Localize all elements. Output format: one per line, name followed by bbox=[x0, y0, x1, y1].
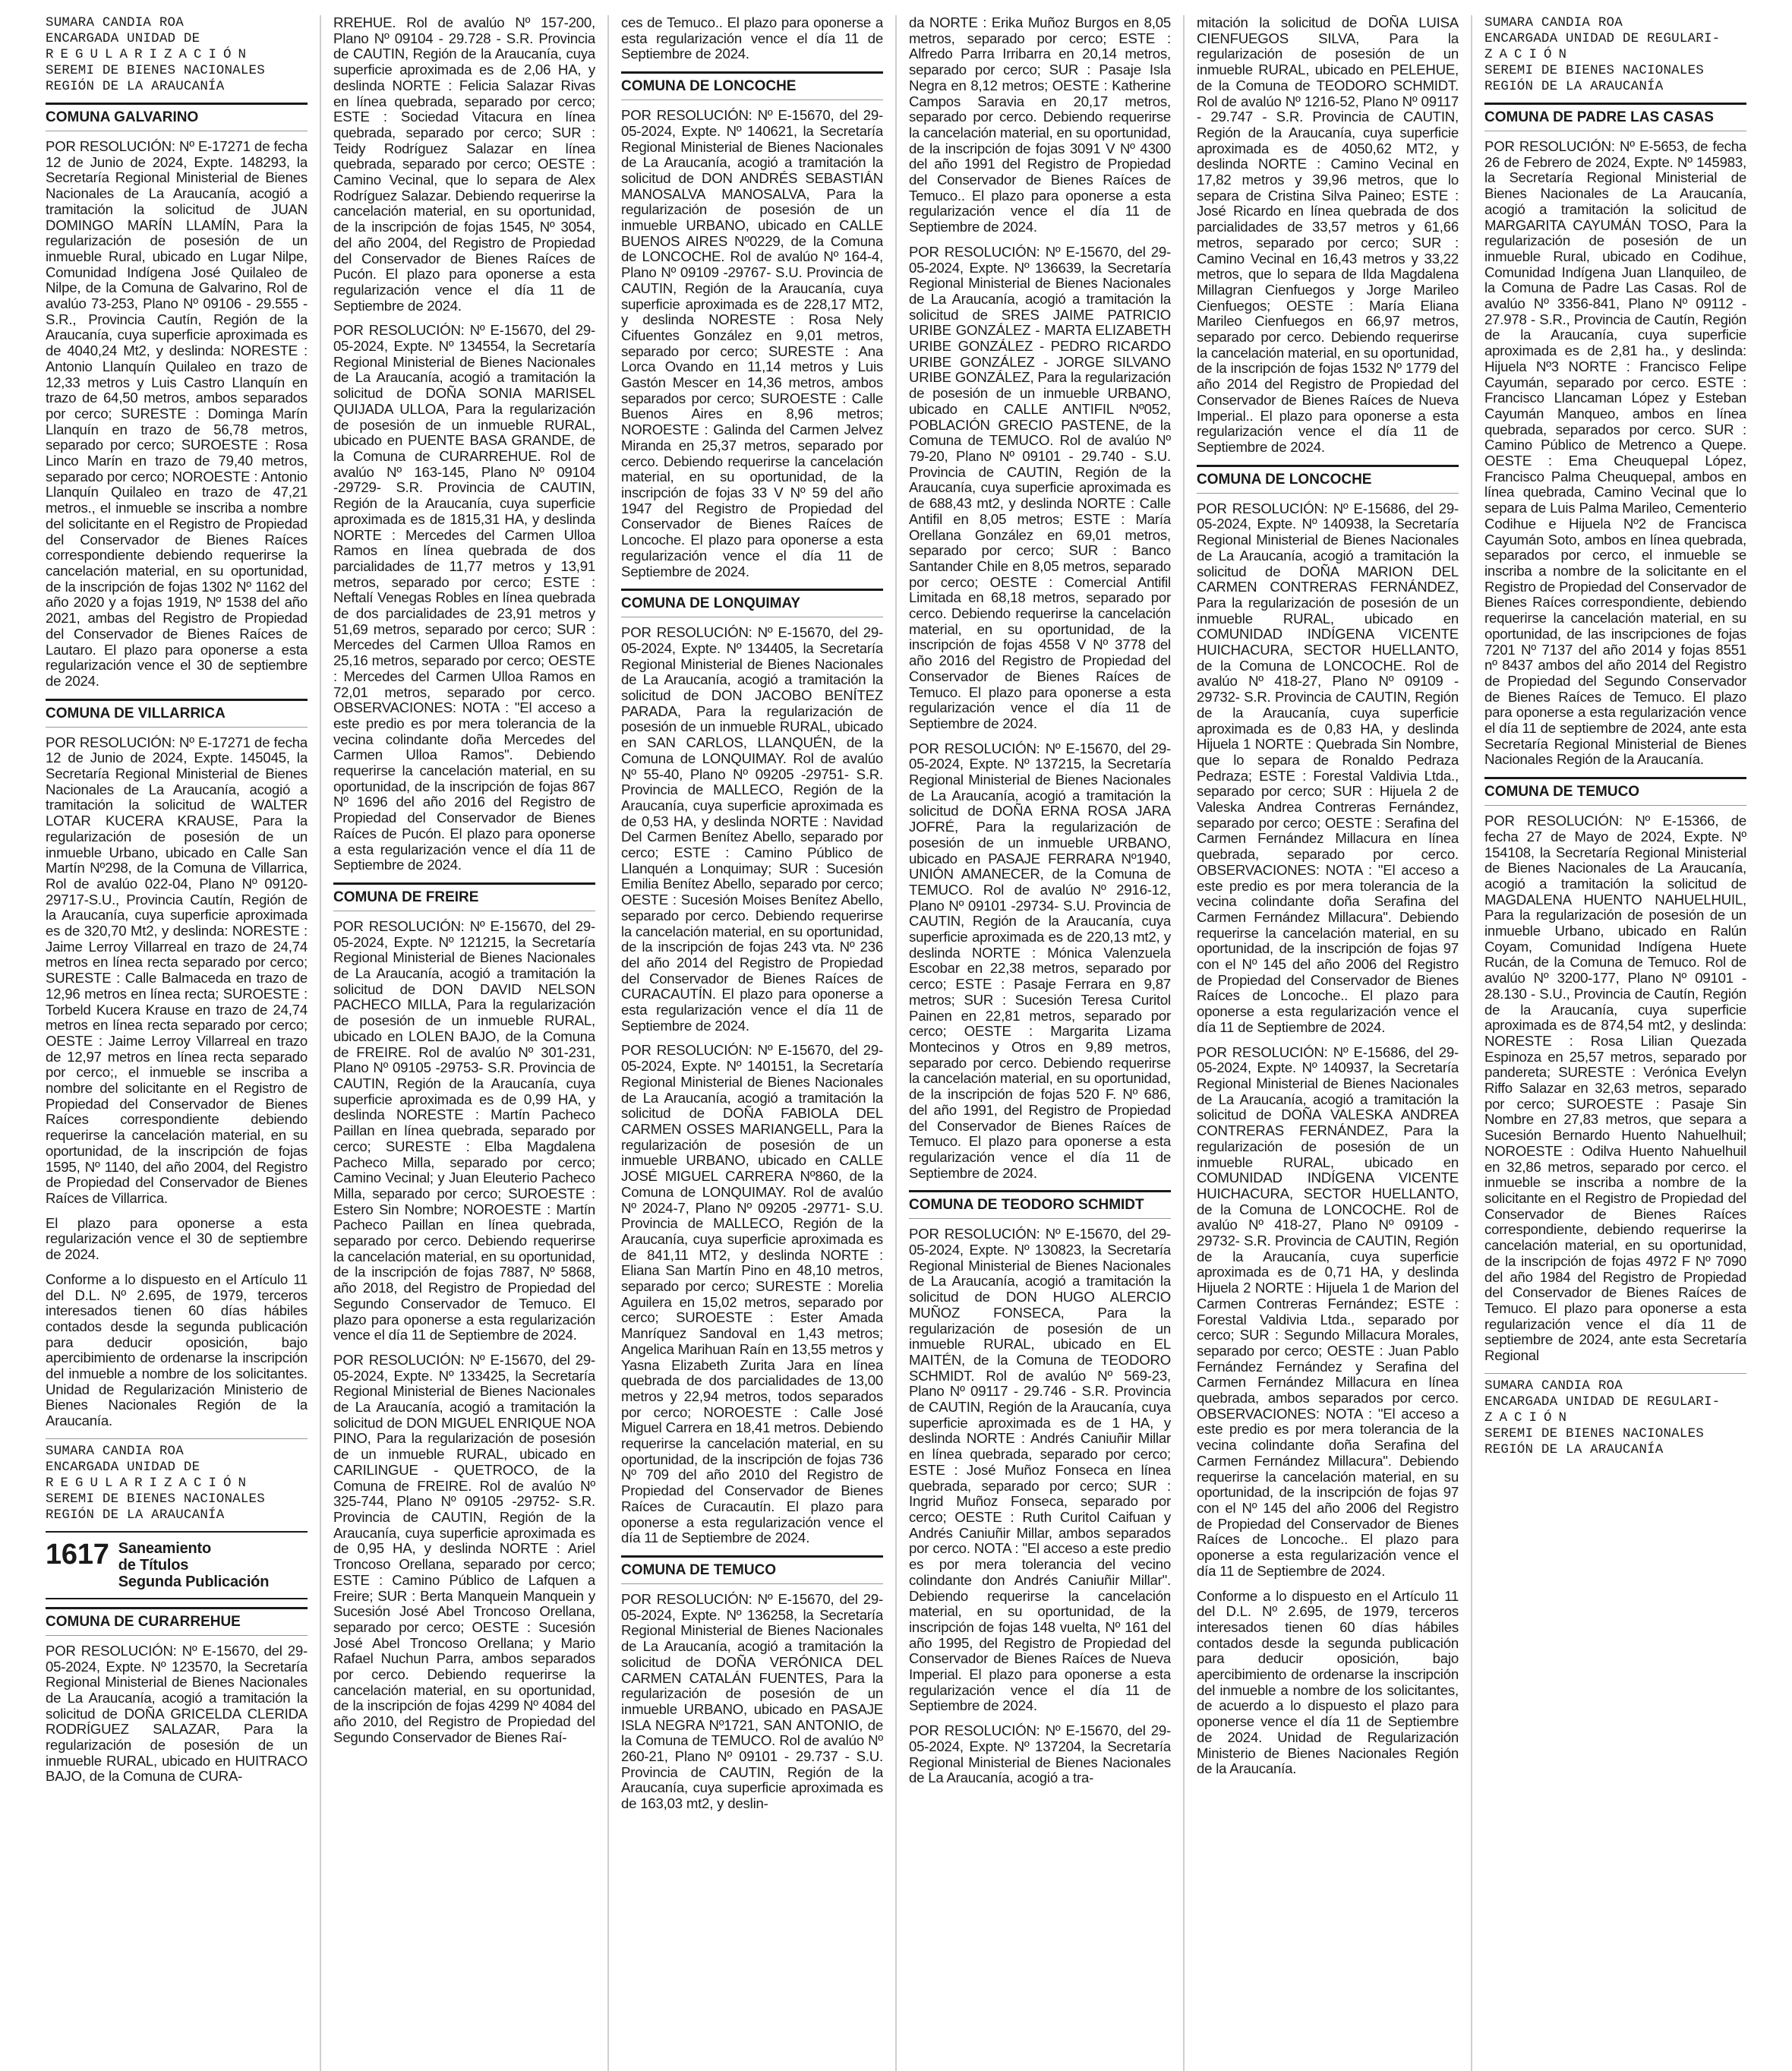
notice-paragraph: POR RESOLUCIÓN: Nº E-15670, del 29-05-2024, Expte. Nº 137215, la Secretaría Regional Ministerial de Bienes Nacionales de La Araucanía, acogió a tramitación la solicitud de DOÑA ERNA ROSA JARA JOFRÉ, Para la regularización de posesión de un inmueble URBANO, ubicado en PASAJE FERRARA Nº1940, UNIÓN AMANECER, de la Comuna de TEMUCO. Rol de avalúo Nº 2916-12, Plano Nº 09101 -29734- S.U. Provincia de CAUTIN, Región de la Araucanía, cuya superficie aproximada es de 220,13 mt2, y deslinda NORTE : Mónica Valenzuela Escobar en 22,38 metros, separado por cerco; ESTE : Pasaje Ferrara en 9,87 metros; SUR : Sucesión Teresa Curitol Painen en 22,81 metros, separado por cerco; OESTE : Margarita Lizama Montecinos y Otros en 9,89 metros, separado por cerco. Debiendo requerirse la cancelación material, en su oportunidad, de la inscripción de fojas 520 F. Nº 686, del año 1991, del Registro de Propiedad del Conservador de Bienes Raíces de Temuco. El plazo para oponerse a esta regularización vence el día 11 de Septiembre de 2024. bbox=[909, 740, 1171, 1181]
signature-line: SUMARA CANDIA ROA bbox=[46, 15, 184, 30]
signature-block bbox=[1484, 15, 1746, 95]
notice-paragraph: POR RESOLUCIÓN: Nº E-15670, del 29-05-2024, Expte. Nº 134554, la Secretaría Regional Ministerial de Bienes Nacionales de La Araucanía, acogió a tramitación la solicitud de DOÑA SONIA MARISEL QUIJADA ULLOA, Para la regularización de posesión de un inmueble RURAL, ubicado en PUENTE BASA GRANDE, de la Comuna de CURARREHUE. Rol de avalúo Nº 163-145, Plano Nº 09104 -29729- S.R. Provincia de CAUTIN, Región de la Araucanía, cuya superficie aproximada es de 1815,31 HA, y deslinda NORTE : Mercedes del Carmen Ulloa Ramos en línea quebrada de dos parcialidades de 11,77 metros y 13,91 metros, separado por cerco; ESTE : Neftalí Venegas Robles en línea quebrada de dos parcialidades de 23,91 metros y 51,69 metros, separado por cerco; SUR : Mercedes del Carmen Ulloa Ramos en 25,16 metros, separado por cerco; OESTE : Mercedes del Carmen Ulloa Ramos en 72,01 metros, separado por cerco. OBSERVACIONES: NOTA : "El acceso a este predio es por mera tolerancia de la vecina colindante doña Mercedes del Carmen Ulloa Ramos". Debiendo requerirse la cancelación material, en su oportunidad, de la inscripción de fojas 867 Nº 1696 del año 2016 del Registro de Propiedad del Conservador de Bienes Raíces de Pucón. El plazo para oponerse a esta regularización vence el día 11 de Septiembre de 2024. bbox=[333, 322, 595, 873]
notice-paragraph: POR RESOLUCIÓN: Nº E-15670, del 29-05-2024, Expte. Nº 134405, la Secretaría Regional Ministerial de Bienes Nacionales de La Araucanía, acogió a tramitación la solicitud de DON JACOBO BENÍTEZ PARADA, Para la regularización de posesión de un inmueble RURAL, ubicado en SAN CARLOS, LLANQUÉN, de la Comuna de LONQUIMAY. Rol de avalúo Nº 55-40, Plano Nº 09205 -29751- S.R. Provincia de MALLECO, Región de la Araucanía, cuya superficie aproximada es de 0,53 HA, y deslinda NORTE : Navidad Del Carmen Benítez Abello, separado por cerco; ESTE : Camino Público de Llanquén a Lonquimay; SUR : Sucesión Emilia Benítez Abello, separado por cerco; OESTE : Sucesión Moises Benítez Abello, separado por cerco. Debiendo requerirse la cancelación material, en su oportunidad, de la inscripción de fojas 243 vta. Nº 236 del año 2014 del Registro de Propiedad del Conservador de Bienes Raíces de CURACAUTÍN. El plazo para oponerse a esta regularización vence el día 11 de Septiembre de 2024. bbox=[621, 624, 883, 1034]
comuna-heading: COMUNA DE LONQUIMAY bbox=[621, 589, 883, 617]
comuna-heading: COMUNA DE TEMUCO bbox=[1484, 777, 1746, 806]
legal-paragraph: El plazo para oponerse a esta regularización vence el 30 de septiembre de 2024. bbox=[46, 1214, 308, 1263]
signature-line: ZACIÓN bbox=[1484, 47, 1574, 62]
notice-paragraph: POR RESOLUCIÓN: Nº E-15670, del 29-05-2024, Expte. Nº 136258, la Secretaría Regional Ministerial de Bienes Nacionales de La Araucanía, acogió a tramitación la solicitud de DOÑA VERÓNICA DEL CARMEN CATALÁN FUENTES, Para la regularización de posesión de un inmueble URBANO, ubicado en PASAJE ISLA NEGRA Nº1721, SAN ANTONIO, de la Comuna de TEMUCO. Rol de avalúo Nº 260-21, Plano Nº 09101 - 29.737 - S.U. Provincia de CAUTIN, Región de la Araucanía, cuya superficie aproximada es de 163,03 mt2, y deslin- bbox=[621, 1590, 883, 1812]
signature-line: ENCARGADA UNIDAD DE bbox=[46, 1459, 200, 1475]
signature-block bbox=[1484, 1373, 1746, 1458]
notice-paragraph: POR RESOLUCIÓN: Nº E-15670, del 29-05-2024, Expte. Nº 121215, la Secretaría Regional Ministerial de Bienes Nacionales de La Araucanía, acogió a tramitación la solicitud de DON DAVID NELSON PACHECO MILLA, Para la regularización de posesión de un inmueble RURAL, ubicado en LOLEN BAJO, de la Comuna de FREIRE. Rol de avalúo Nº 301-231, Plano Nº 09105 -29753- S.R. Provincia de CAUTIN, Región de la Araucanía, cuya superficie aproximada es de 0,99 HA, y deslinda NORESTE : Martín Pacheco Paillan en línea quebrada, separado por cerco; SURESTE : Elba Magdalena Pacheco Milla, separado por cerco; Camino Vecinal; y Juan Eleuterio Pacheco Milla, separado por cerco; SUROESTE : Estero Sin Nombre; NOROESTE : Martín Pacheco Paillan en línea quebrada, separado por cerco. Debiendo requerirse la cancelación material, en su oportunidad, de la inscripción de fojas 7887, Nº 5868, año 2018, del Registro de Propiedad del Segundo Conservador de Temuco. El plazo para oponerse a esta regularización vence el día 11 de Septiembre de 2024. bbox=[333, 917, 595, 1343]
section-name: Saneamiento de Títulos Segunda Publicación bbox=[118, 1539, 270, 1590]
notice-paragraph: ces de Temuco.. El plazo para oponerse a esta regularización vence el día 11 de Septiembre de 2024. bbox=[621, 15, 883, 62]
notice-paragraph: POR RESOLUCIÓN: Nº E-15670, del 29-05-2024, Expte. Nº 123570, la Secretaría Regional Ministerial de Bienes Nacionales de La Araucanía, acogió a tramitación la solicitud de DOÑA GRICELDA CLERIDA RODRÍGUEZ SALAZAR, Para la regularización de posesión de un inmueble RURAL, ubicado en HUITRACO BAJO, de la Comuna de CURA- bbox=[46, 1642, 308, 1785]
legal-paragraph: Conforme a lo dispuesto en el Artículo 11 del D.L. Nº 2.695, de 1979, terceros interesados tienen 60 días hábiles contados desde la segunda publicación para deducir oposición, bajo apercibimiento de ordenarse la inscripción del inmueble a nombre de los solicitantes. Unidad de Regularización Ministerio de Bienes Nacionales Región de la Araucanía. bbox=[46, 1271, 308, 1429]
section-title-block bbox=[46, 1531, 308, 1599]
notice-paragraph: POR RESOLUCIÓN: Nº E-15670, del 29-05-2024, Expte. Nº 137204, la Secretaría Regional Ministerial de Bienes Nacionales de La Araucanía, acogió a tra- bbox=[909, 1722, 1171, 1786]
notice-paragraph: POR RESOLUCIÓN: Nº E-15670, del 29-05-2024, Expte. Nº 136639, la Secretaría Regional Ministerial de Bienes Nacionales de La Araucanía, acogió a tramitación la solicitud de SRES JAIME PATRICIO URIBE GONZÁLEZ - MARTA ELIZABETH URIBE GONZÁLEZ - PEDRO RICARDO URIBE GONZÁLEZ - JORGE SILVANO URIBE GONZÁLEZ, Para la regularización de posesión de un inmueble URBANO, ubicado en CALLE ANTIFIL Nº052, POBLACIÓN GRECIO PASTENE, de la Comuna de TEMUCO. Rol de avalúo Nº 79-20, Plano Nº 09101 - 29.740 - S.U. Provincia de CAUTIN, Región de la Araucanía, cuya superficie aproximada es de 688,43 mt2, y deslinda NORTE : Calle Antifil en 8,05 metros; ESTE : María Orellana González en 69,01 metros, separado por cerco; SUR : Banco Santander Chile en 8,05 metros, separado por cerco; OESTE : Comercial Antifil Limitada en 68,18 metros, separado por cerco. Debiendo requerirse la cancelación material, en su oportunidad, de la inscripción de fojas 4558 V Nº 3778 del año 2016 del Registro de Propiedad del Conservador de Bienes Raíces de Temuco. El plazo para oponerse a esta regularización vence el día 11 de Septiembre de 2024. bbox=[909, 243, 1171, 731]
notice-paragraph: POR RESOLUCIÓN: Nº E-15670, del 29-05-2024, Expte. Nº 130823, la Secretaría Regional Ministerial de Bienes Nacionales de La Araucanía, acogió a tramitación la solicitud de DON HUGO ALERCIO MUÑOZ FONSECA, Para la regularización de posesión de un inmueble RURAL, ubicado en EL MAITÉN, de la Comuna de TEODORO SCHMIDT. Rol de avalúo Nº 569-23, Plano Nº 09117 - 29.746 - S.R. Provincia de CAUTIN, Región de la Araucanía, cuya superficie aproximada es de 1 HA, y deslinda NORTE : Andrés Caniuñir Millar en línea quebrada, separado por cerco; ESTE : José Muñoz Fonseca en línea quebrada, separado por cerco; SUR : Ingrid Muñoz Fonseca, separado por cerco; OESTE : Ruth Curitol Caifuan y Andrés Caniuñir Millar, ambos separados por cerco. NOTA : "El acceso a este predio es por mera tolerancia del vecino colindante don Andrés Caniuñir Millar". Debiendo requerirse la cancelación material, en su oportunidad, de la inscripción de fojas 148 vuelta, Nº 161 del año 1995, del Registro de Propiedad del Conservador de Bienes Raíces de Nueva Imperial. El plazo para oponerse a esta regularización vence el día 11 de Septiembre de 2024. bbox=[909, 1226, 1171, 1714]
notice-paragraph: RREHUE. Rol de avalúo Nº 157-200, Plano Nº 09104 - 29.728 - S.R. Provincia de CAUTIN, Región de la Araucanía, cuya superficie aproximada es de 2,06 HA, y deslinda NORTE : Felicia Salazar Rivas en línea quebrada, separado por cerco; ESTE : Sociedad Vitacura en línea quebrada, separado por cerco; SUR : Teidy Rodríguez Salazar en línea quebrada, separado por cerco; OESTE : Camino Vecinal, que lo separa de Alex Rodríguez Salazar. Debiendo requerirse la cancelación material, en su oportunidad, de la inscripción de fojas 1545, Nº 3054, del año 2004, del Registro de Propiedad del Conservador de Bienes Raíces de Pucón. El plazo para oponerse a esta regularización vence el día 11 de Septiembre de 2024. bbox=[333, 15, 595, 314]
notice-paragraph: POR RESOLUCIÓN: Nº E-5653, de fecha 26 de Febrero de 2024, Expte. Nº 145983, la Secretaría Regional Ministerial de Bienes Nacionales de La Araucanía, acogió a tramitación la solicitud de MARGARITA CAYUMÁN TOSO, Para la regularización de posesión de un inmueble Rural, ubicado en Codihue, Comunidad Indígena Juan Llanquileo, de la Comuna de Padre Las Casas. Rol de avalúo Nº 3356-841, Plano Nº 09112 - 27.978 - S.R., Provincia de Cautín, Región de la Araucanía, cuya superficie aproximada es de 2,81 ha., y deslinda: Hijuela Nº3 NORTE : Francisco Felipe Cayumán, separado por cerco. ESTE : Francisco Llancaman López y Esteban Cayumán Manqueo, ambos en línea quebrada, separados por cerco. SUR : Camino Público de Metrenco a Quepe. OESTE : Ema Cheuquepal López, Francisco Palma Cheuquepal, ambos en línea quebrada, Camino Vecinal que lo separa de Luis Palma Marileo, Cementerio Codihue e Hijuela Nº2 de Francisca Cayumán Soto, ambos en línea quebrada, separados por cerco, el inmueble se inscriba a nombre de la solicitante en el Registro de Propiedad del Conservador de Bienes Raíces correspondiente, debiendo requerirse la cancelación material, en su oportunidad, de las inscripciones de fojas 7201 Nº 7137 del año 2014 y fojas 8551 nº 8437 ambos del año 2014 del Registro de Propiedad del Segundo Conservador de Bienes Raíces de Temuco. El plazo para oponerse a esta regularización vence el día 11 de septiembre de 2024, ante esta Secretaría Regional Ministerial de Bienes Nacionales Región de la Araucanía. bbox=[1484, 138, 1746, 768]
signature-line: REGULARIZACIÓN bbox=[46, 1475, 254, 1491]
notice-paragraph: POR RESOLUCIÓN: Nº E-15670, del 29-05-2024, Expte. Nº 133425, la Secretaría Regional Ministerial de Bienes Nacionales de La Araucanía, acogió a tramitación la solicitud de DON MIGUEL ENRIQUE NOA PINO, Para la regularización de posesión de un inmueble RURAL, ubicado en CARILINGUE - QUETROCO, de la Comuna de FREIRE. Rol de avalúo Nº 325-744, Plano Nº 09105 -29752- S.R. Provincia de CAUTIN, Región de la Araucanía, cuya superficie aproximada es de 0,95 HA, y deslinda NORTE : Ariel Troncoso Orellana, separado por cerco; ESTE : Camino Público de Lafquen a Freire; SUR : Berta Manquein Manquein y Sucesión José Abel Troncoso Orellana, separado por cerco; OESTE : Sucesión José Abel Troncoso Orellana; y Mario Rafael Nuchun Parra, ambos separados por cerco. Debiendo requerirse la cancelación material, en su oportunidad, de la inscripción de fojas 4299 Nº 4084 del año 2010, del Registro de Propiedad del Segundo Conservador de Bienes Raí- bbox=[333, 1351, 595, 1745]
signature-line: SUMARA CANDIA ROA bbox=[1484, 15, 1623, 30]
column-3 bbox=[607, 15, 883, 2071]
comuna-heading: COMUNA DE TEMUCO bbox=[621, 1555, 883, 1584]
column-1 bbox=[46, 15, 308, 2071]
signature-block bbox=[46, 1438, 308, 1523]
signature-line: SEREMI DE BIENES NACIONALES bbox=[46, 63, 265, 78]
signature-line: SEREMI DE BIENES NACIONALES bbox=[1484, 63, 1704, 78]
comuna-heading: COMUNA GALVARINO bbox=[46, 103, 308, 131]
signature-line: REGIÓN DE LA ARAUCANÍA bbox=[46, 1507, 225, 1523]
signature-line: REGIÓN DE LA ARAUCANÍA bbox=[46, 79, 225, 94]
signature-line: REGULARIZACIÓN bbox=[46, 47, 254, 62]
comuna-heading: COMUNA DE LONCOCHE bbox=[621, 71, 883, 100]
comuna-heading: COMUNA DE VILLARRICA bbox=[46, 699, 308, 728]
notice-paragraph: da NORTE : Erika Muñoz Burgos en 8,05 metros, separado por cerco; ESTE : Alfredo Parra Irribarra en 20,14 metros, separado por cerco; SUR : Pasaje Isla Negra en 8,12 metros; OESTE : Katherine Campos Saravia en 20,17 metros, separado por cerco. Debiendo requerirse la cancelación material, en su oportunidad, de la inscripción de fojas 3091 V Nº 4300 del año 1991 del Registro de Propiedad del Conservador de Bienes Raíces de Temuco.. El plazo para oponerse a esta regularización vence el día 11 de Septiembre de 2024. bbox=[909, 15, 1171, 235]
comuna-heading: COMUNA DE CURARREHUE bbox=[46, 1607, 308, 1636]
signature-line: REGIÓN DE LA ARAUCANÍA bbox=[1484, 1441, 1664, 1457]
notice-paragraph: mitación la solicitud de DOÑA LUISA CIENFUEGOS SILVA, Para la regularización de posesión de un inmueble RURAL, ubicado en PELEHUE, de la Comuna de TEODORO SCHMIDT. Rol de avalúo Nº 1216-52, Plano Nº 09117 - 29.747 - S.R. Provincia de CAUTIN, Región de la Araucanía, cuya superficie aproximada es de 4050,62 MT2, y deslinda NORTE : Camino Vecinal en 17,82 metros y 39,96 metros, que lo separa de Cristina Silva Paineo; ESTE : José Ricardo en línea quebrada de dos parcialidades de 33,57 metros y 61,66 metros, separado por cerco; SUR : Camino Vecinal en 16,43 metros y 33,22 metros, que lo separa de Ilda Magdalena Millagran Cienfuegos y Jorge Marileo Cienfuegos; OESTE : María Eliana Marileo Cienfuegos en 66,97 metros, separado por cerco. Debiendo requerirse la cancelación material, en su oportunidad, de la inscripción de fojas 1532 Nº 1779 del año 2014 del Registro de Propiedad del Conservador de Bienes Raíces de Nueva Imperial.. El plazo para oponerse a esta regularización vence el día 11 de Septiembre de 2024. bbox=[1197, 15, 1459, 455]
signature-line: REGIÓN DE LA ARAUCANÍA bbox=[1484, 79, 1664, 94]
signature-line: SUMARA CANDIA ROA bbox=[1484, 1378, 1623, 1394]
notice-paragraph: POR RESOLUCIÓN: Nº E-15686, del 29-05-2024, Expte. Nº 140937, la Secretaría Regional Ministerial de Bienes Nacionales de La Araucanía, acogió a tramitación la solicitud de DOÑA VALESKA ANDREA CONTRERAS FERNÁNDEZ, Para la regularización de posesión de un inmueble RURAL, ubicado en COMUNIDAD INDÍGENA VICENTE HUICHACURA, SECTOR HUELLANTO, de la Comuna de LONCOCHE. Rol de avalúo Nº 418-27, Plano Nº 09109 - 29732- S.R. Provincia de CAUTIN, Región de la Araucanía, cuya superficie aproximada es de 0,71 HA, y deslinda Hijuela 2 NORTE : Hijuela 1 de Marion del Carmen Contreras Fernández; ESTE : Forestal Valdivia Ltda., separado por cerco; SUR : Segundo Millacura Morales, separado por cerco; OESTE : Juan Pablo Fernández Fernández y Serafina del Carmen Fernández Millacura en línea quebrada, ambos separados por cerco. OBSERVACIONES: NOTA : "El acceso a este predio es por mera tolerancia de la vecina colindante doña Serafina del Carmen Fernández Millacura". Debiendo requerirse la cancelación material, en su oportunidad, de la inscripción de fojas 97 con el Nº 145 del año 2006 del Registro de Propiedad del Conservador de Bienes Raíces de Loncoche.. El plazo para oponerse a esta regularización vence el día 11 de Septiembre de 2024. bbox=[1197, 1043, 1459, 1579]
comuna-heading: COMUNA DE LONCOCHE bbox=[1197, 465, 1459, 494]
column-2 bbox=[320, 15, 595, 2071]
signature-line: ENCARGADA UNIDAD DE REGULARI- bbox=[1484, 31, 1721, 46]
signature-line: ENCARGADA UNIDAD DE REGULARI- bbox=[1484, 1394, 1721, 1410]
signature-line: SUMARA CANDIA ROA bbox=[46, 1443, 184, 1459]
notice-paragraph: POR RESOLUCIÓN: Nº E-15686, del 29-05-2024, Expte. Nº 140938, la Secretaría Regional Ministerial de Bienes Nacionales de La Araucanía, acogió a tramitación la solicitud de DOÑA MARION DEL CARMEN CONTRERAS FERNÁNDEZ, Para la regularización de posesión de un inmueble RURAL, ubicado en COMUNIDAD INDÍGENA VICENTE HUICHACURA, SECTOR HUELLANTO, de la Comuna de LONCOCHE. Rol de avalúo Nº 418-27, Plano Nº 09109 - 29732- S.R. Provincia de CAUTIN, Región de la Araucanía, cuya superficie aproximada es de 0,83 HA, y deslinda Hijuela 1 NORTE : Quebrada Sin Nombre, que lo separa de Ronaldo Pedraza Pedraza; ESTE : Forestal Valdivia Ltda., separado por cerco; SUR : Hijuela 2 de Valeska Andrea Contreras Fernández, separado por cerco; OESTE : Serafina del Carmen Fernández Millacura en línea quebrada, separado por cerco. OBSERVACIONES: NOTA : "El acceso a este predio es por mera tolerancia de la vecina colindante doña Serafina del Carmen Fernández Millacura". Debiendo requerirse la cancelación material, en su oportunidad, de la inscripción de fojas 97 con el Nº 145 del año 2006 del Registro de Propiedad del Conservador de Bienes Raíces de Loncoche.. El plazo para oponerse a esta regularización vence el día 11 de Septiembre de 2024. bbox=[1197, 500, 1459, 1035]
signature-line: SEREMI DE BIENES NACIONALES bbox=[1484, 1425, 1704, 1441]
signature-line: ZACIÓN bbox=[1484, 1410, 1574, 1425]
column-5 bbox=[1183, 15, 1459, 2071]
comuna-heading: COMUNA DE PADRE LAS CASAS bbox=[1484, 103, 1746, 131]
notice-paragraph: POR RESOLUCIÓN: Nº E-15670, del 29-05-2024, Expte. Nº 140621, la Secretaría Regional Ministerial de Bienes Nacionales de La Araucanía, acogió a tramitación la solicitud de DON ANDRÉS SEBASTIÁN MANOSALVA MANOSALVA, Para la regularización de posesión de un inmueble URBANO, ubicado en CALLE BUENOS AIRES Nº0229, de la Comuna de LONCOCHE. Rol de avalúo Nº 164-4, Plano Nº 09109 -29767- S.U. Provincia de CAUTIN, Región de la Araucanía, cuya superficie aproximada es de 228,17 MT2, y deslinda NORESTE : Rosa Nely Cifuentes González en 9,01 metros, separado por cerco; SURESTE : Ana Lorca Ovando en 11,14 metros y Luis Gastón Mescer en 14,36 metros, ambos separados por cerco; SUROESTE : Calle Buenos Aires en 8,96 metros; NOROESTE : Galinda del Carmen Jelvez Miranda en 25,37 metros, separado por cerco. Debiendo requerirse la cancelación material, en su oportunidad, de la inscripción de fojas 33 V Nº 59 del año 1947 del Registro de Propiedad del Conservador de Bienes Raíces de Loncoche. El plazo para oponerse a esta regularización vence el día 11 de Septiembre de 2024. bbox=[621, 107, 883, 579]
comuna-heading: COMUNA DE FREIRE bbox=[333, 882, 595, 911]
section-number: 1617 bbox=[46, 1538, 109, 1571]
signature-line: SEREMI DE BIENES NACIONALES bbox=[46, 1491, 265, 1507]
notice-paragraph: POR RESOLUCIÓN: Nº E-15670, del 29-05-2024, Expte. Nº 140151, la Secretaría Regional Ministerial de Bienes Nacionales de La Araucanía, acogió a tramitación la solicitud de DOÑA FABIOLA DEL CARMEN OSSES MARIANGELL, Para la regularización de posesión de un inmueble URBANO, ubicado en CALLE JOSÉ MIGUEL CARRERA Nº860, de la Comuna de LONQUIMAY. Rol de avalúo Nº 2024-7, Plano Nº 09205 -29771- S.U. Provincia de MALLECO, Región de la Araucanía, cuya superficie aproximada es de 841,11 MT2, y deslinda NORTE : Eliana San Martín Pino en 48,10 metros, separado por cerco; SURESTE : Morelia Aguilera en 15,02 metros, separado por cerco; SUROESTE : Ester Amada Manríquez Sandoval en 1,43 metros; Angelica Marihuan Raín en 13,55 metros y Yasna Elizabeth Zurita Jara en línea quebrada de dos parcialidades de 13,00 metros y 22,94 metros, todos separados por cerco; NOROESTE : Calle José Miguel Carrera en 18,41 metros. Debiendo requerirse la cancelación material, en su oportunidad, de la inscripción de fojas 736 Nº 709 del año 2010 del Registro de Propiedad del Conservador de Bienes Raíces de Curacautín. El plazo para oponerse a esta regularización vence el día 11 de Septiembre de 2024. bbox=[621, 1042, 883, 1546]
notice-paragraph: POR RESOLUCIÓN: Nº E-17271 de fecha 12 de Junio de 2024, Expte. 148293, la Secretaría Regional Ministerial de Bienes Nacionales de La Araucanía, acogió a tramitación la solicitud de JUAN DOMINGO MARÍN LLAMÍN, Para la regularización de posesión de un inmueble Rural, ubicado en Lugar Nilpe, Comunidad Indígena José Quilaleo de Nilpe, de la Comuna de Galvarino, Rol de avalúo 73-253, Plano Nº 09106 - 29.555 - S.R., Provincia Cautín, Región de la Araucanía, cuya superficie aproximada es de 4040,24 Mt2, y deslinda: NORESTE : Antonio Llanquín Quilaleo en trazo de 12,33 metros y Luis Castro Llanquín en trazo de 64,50 metros, ambos separados por cerco; SURESTE : Dominga Marín Llanquín en trazo de 56,78 metros, separado por cerco; SUROESTE : Rosa Linco Marín en trazo de 79,40 metros, separado por cerco; NOROESTE : Antonio Llanquín Quilaleo en trazo de 47,21 metros., el inmueble se inscriba a nombre del solicitante en el Registro de Propiedad del Conservador de Bienes Raíces correspondiente debiendo requerirse la cancelación material, en su oportunidad, de la inscripción de fojas 1302 Nº 1162 del año 2020 y a fojas 1919, Nº 1538 del año 2021, ambas del Registro de Propiedad del Conservador de Bienes Raíces de Lautaro. El plazo para oponerse a esta regularización vence el 30 de septiembre de 2024. bbox=[46, 138, 308, 689]
comuna-heading: COMUNA DE TEODORO SCHMIDT bbox=[909, 1190, 1171, 1219]
signature-line: ENCARGADA UNIDAD DE bbox=[46, 31, 200, 46]
notice-paragraph: POR RESOLUCIÓN: Nº E-15366, de fecha 27 de Mayo de 2024, Expte. Nº 154108, la Secretaría Regional Ministerial de Bienes Nacionales de La Araucanía, acogió a tramitación la solicitud de MAGDALENA HUENTO NAHUELHUIL, Para la regularización de posesión de un inmueble Urbano, ubicado en Ralún Coyam, Comunidad Indígena Huete Rucán, de la Comuna de Temuco. Rol de avalúo Nº 3200-177, Plano Nº 09101 - 28.130 - S.U., Provincia de Cautín, Región de la Araucanía, cuya superficie aproximada es de 874,54 mt2, y deslinda: NORESTE : Rosa Lilian Quezada Espinoza en 25,57 metros, separado por pandereta; SURESTE : Verónica Evelyn Riffo Salazar en 32,63 metros, separado por cerco; SUROESTE : Pasaje Sin Nombre en 27,83 metros, que separa a Sucesión Bernardo Huento Nahuelhuil; NOROESTE : Odilva Huento Nahuelhuil en 32,86 metros, separado por cerco. el inmueble se inscriba a nombre de la solicitante en el Registro de Propiedad del Conservador de Bienes Raíces correspondiente, debiendo requerirse la cancelación material, en su oportunidad, de la inscripción de fojas 4972 F Nº 7090 del año 1984 del Registro de Propiedad del Conservador de Bienes Raíces de Temuco. El plazo para oponerse a esta regularización vence el día 11 de septiembre de 2024, ante esta Secretaría Regional bbox=[1484, 813, 1746, 1364]
column-4 bbox=[895, 15, 1171, 2071]
column-6 bbox=[1471, 15, 1746, 2071]
notice-paragraph: POR RESOLUCIÓN: Nº E-17271 de fecha 12 de Junio de 2024, Expte. 145045, la Secretaría Regional Ministerial de Bienes Nacionales de La Araucanía, acogió a tramitación la solicitud de WALTER LOTAR KUCERA KRAUSE, Para la regularización de posesión de un inmueble Urbano, ubicado en Calle San Martín Nº298, de la Comuna de Villarrica, Rol de avalúo 022-04, Plano Nº 09120-29717-S.U., Provincia Cautín, Región de la Araucanía, cuya superficie aproximada es de 320,70 Mt2, y deslinda: NORESTE : Jaime Lerroy Villarreal en trazo de 24,74 metros en línea recta separado por cerco; SURESTE : Calle Balmaceda en trazo de 12,96 metros en línea recta; SUROESTE : Torbeld Kucera Krause en trazo de 24,74 metros en línea recta separado por cerco; OESTE : Jaime Lerroy Villarreal en trazo de 12,97 metros en línea recta separado por cerco;, el inmueble se inscriba a nombre del solicitante en el Registro de Propiedad del Conservador de Bienes Raíces correspondiente debiendo requerirse la cancelación material, en su oportunidad, de la inscripción de fojas 1595, Nº 1140, del año 2004, del Registro de Propiedad del Conservador de Bienes Raíces de Villarrica. bbox=[46, 734, 308, 1206]
legal-paragraph: Conforme a lo dispuesto en el Artículo 11 del D.L. Nº 2.695, de 1979, terceros interesados tienen 60 días hábiles contados desde la segunda publicación para deducir oposición, bajo apercibimiento de ordenarse la inscripción del inmueble a nombre de los solicitantes, de acuerdo a lo dispuesto el plazo para oponerse vence el día 11 de Septiembre de 2024. Unidad de Regularización Ministerio de Bienes Nacionales Región de la Araucanía. bbox=[1197, 1587, 1459, 1777]
signature-block bbox=[46, 15, 308, 95]
